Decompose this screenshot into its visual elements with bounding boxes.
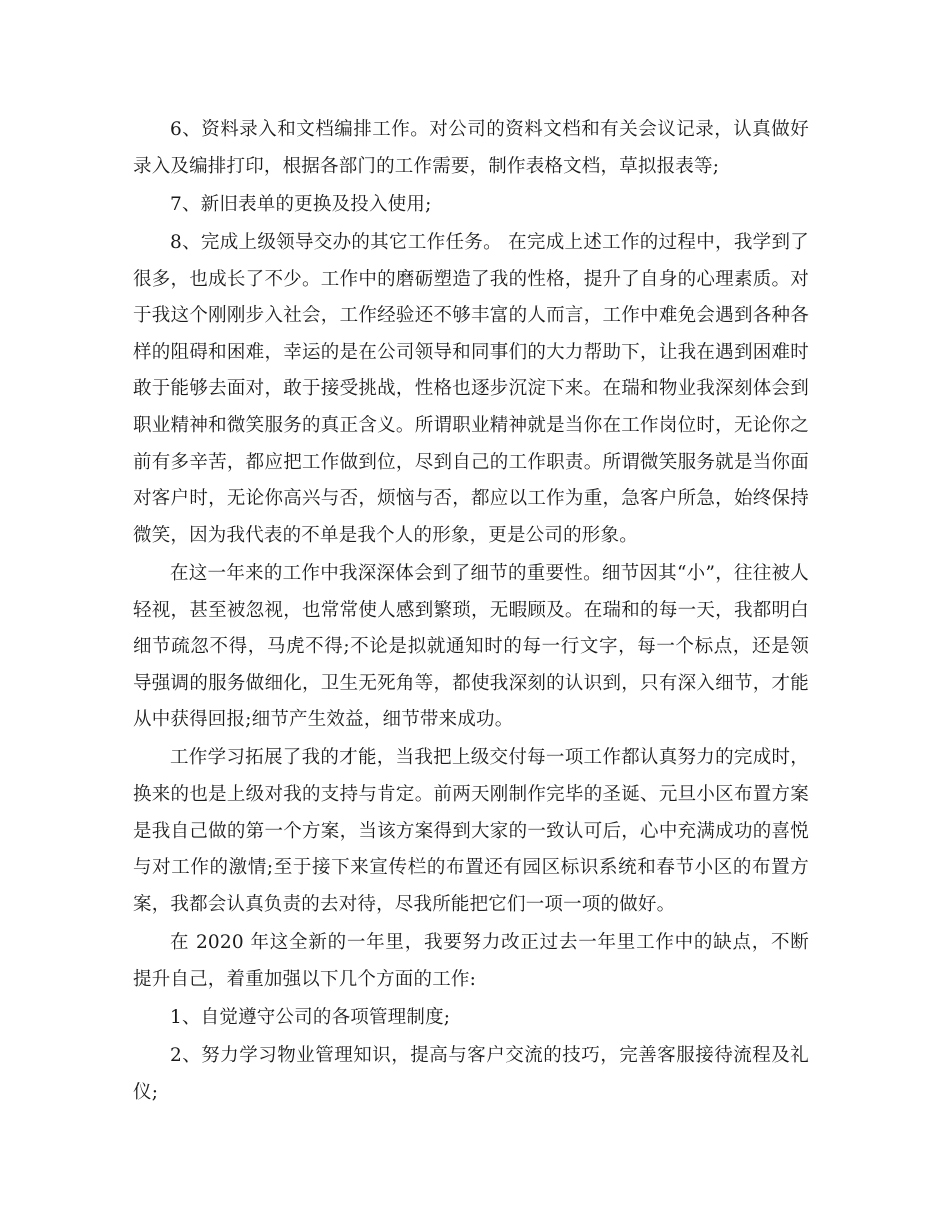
paragraph-item-8: 8、完成上级领导交办的其它工作任务。 在完成上述工作的过程中，我学到了很多，也成长了不少。工作中的磨砺塑造了我的性格，提升了自身的心理素质。对于我这个刚刚步入社会，工作经验还不够丰富的人而言，工作中难免会遇到各种各样的阻碍和困难，幸运的是在公司领导和同事们的大力帮助下，让我在遇到困难时敢于能够去面对，敢于接受挑战，性格也逐步沉淀下来。在瑞和物业我深刻体会到职业精神和微笑服务的真正含义。所谓职业精神就是当你在工作岗位时，无论你之前有多辛苦，都应把工作做到位，尽到自己的工作职责。所谓微笑服务就是当你面对客户时，无论你高兴与否，烦恼与否，都应以工作为重，急客户所急，始终保持微笑，因为我代表的不单是我个人的形象，更是公司的形象。 <box>133 231 809 546</box>
paragraph-learning: 工作学习拓展了我的才能，当我把上级交付每一项工作都认真努力的完成时，换来的也是上级对我的支持与肯定。前两天刚制作完毕的圣诞、元旦小区布置方案是我自己做的第一个方案，当该方案得到大家的一致认可后，心中充满成功的喜悦与对工作的激情;至于接下来宣传栏的布置还有园区标识系统和春节小区的布置方案，我都会认真负责的去对待，尽我所能把它们一项一项的做好。 <box>133 747 809 915</box>
paragraph-item-6: 6、资料录入和文档编排工作。对公司的资料文档和有关会议记录，认真做好录入及编排打印，根据各部门的工作需要，制作表格文档，草拟报表等; <box>133 119 809 177</box>
document-body <box>133 112 809 1113</box>
paragraph-plan-2: 2、努力学习物业管理知识，提高与客户交流的技巧，完善客服接待流程及礼仪; <box>133 1045 809 1103</box>
paragraph-plan-1: 1、自觉遵守公司的各项管理制度; <box>170 1006 451 1028</box>
paragraph-details: 在这一年来的工作中我深深体会到了细节的重要性。细节因其“小”，往往被人轻视，甚至被忽视，也常常使人感到繁琐，无暇顾及。在瑞和的每一天，我都明白细节疏忽不得，马虎不得;不论是拟就通知时的每一行文字，每一个标点，还是领导强调的服务做细化，卫生无死角等，都使我深刻的认识到，只有深入细节，才能从中获得回报;细节产生效益，细节带来成功。 <box>133 562 809 731</box>
paragraph-item-7: 7、新旧表单的更换及投入使用; <box>170 193 432 215</box>
paragraph-new-year: 在 2020 年这全新的一年里，我要努力改正过去一年里工作中的缺点，不断提升自己，着重加强以下几个方面的工作: <box>133 932 809 990</box>
